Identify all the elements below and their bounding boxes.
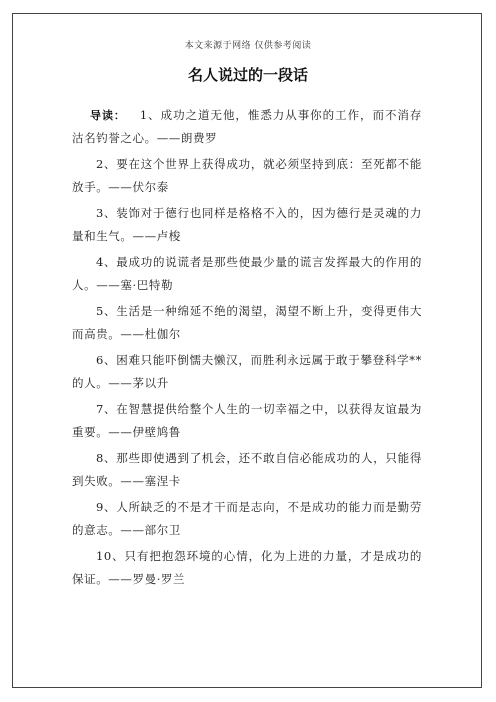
quote-paragraph-5: 5、生活是一种绵延不绝的渴望，渴望不断上升，变得更伟大而高贵。——杜伽尔 <box>72 304 422 341</box>
quote-paragraph-7: 7、在智慧提供给整个人生的一切幸福之中，以获得友谊最为重要。——伊壁鸠鲁 <box>72 402 422 439</box>
quote-paragraph-1 <box>72 104 422 150</box>
quote-paragraph-8: 8、那些即使遇到了机会，还不敢自信必能成功的人，只能得到失败。——塞涅卡 <box>72 451 422 488</box>
article-body <box>72 104 422 594</box>
quote-paragraph-2: 2、要在这个世界上获得成功，就必须坚持到底：至死都不能放手。——伏尔泰 <box>72 157 422 194</box>
document-title: 名人说过的一段话 <box>187 66 308 84</box>
quote-paragraph-3: 3、装饰对于德行也同样是格格不入的，因为德行是灵魂的力量和生气。——卢梭 <box>72 206 422 243</box>
source-note: 本文来源于网络 仅供参考阅读 <box>184 41 312 51</box>
quote-paragraph-10: 10、只有把抱怨环境的心情，化为上进的力量，才是成功的保证。——罗曼·罗兰 <box>72 549 422 586</box>
quote-paragraph-9: 9、人所缺乏的不是才干而是志向，不是成功的能力而是勤劳的意志。——部尔卫 <box>72 500 422 537</box>
intro-label: 导读： <box>90 109 126 122</box>
quote-paragraph-6: 6、困难只能吓倒懦夫懒汉，而胜利永远属于敢于攀登科学**的人。——茅以升 <box>72 353 422 390</box>
quote-paragraph-4: 4、最成功的说谎者是那些使最少量的谎言发挥最大的作用的人。——塞·巴特勒 <box>72 255 422 292</box>
quote-text: 1、成功之道无他，惟悉力从事你的工作，而不消存沽名钓誉之心。——朗费罗 <box>72 108 422 145</box>
